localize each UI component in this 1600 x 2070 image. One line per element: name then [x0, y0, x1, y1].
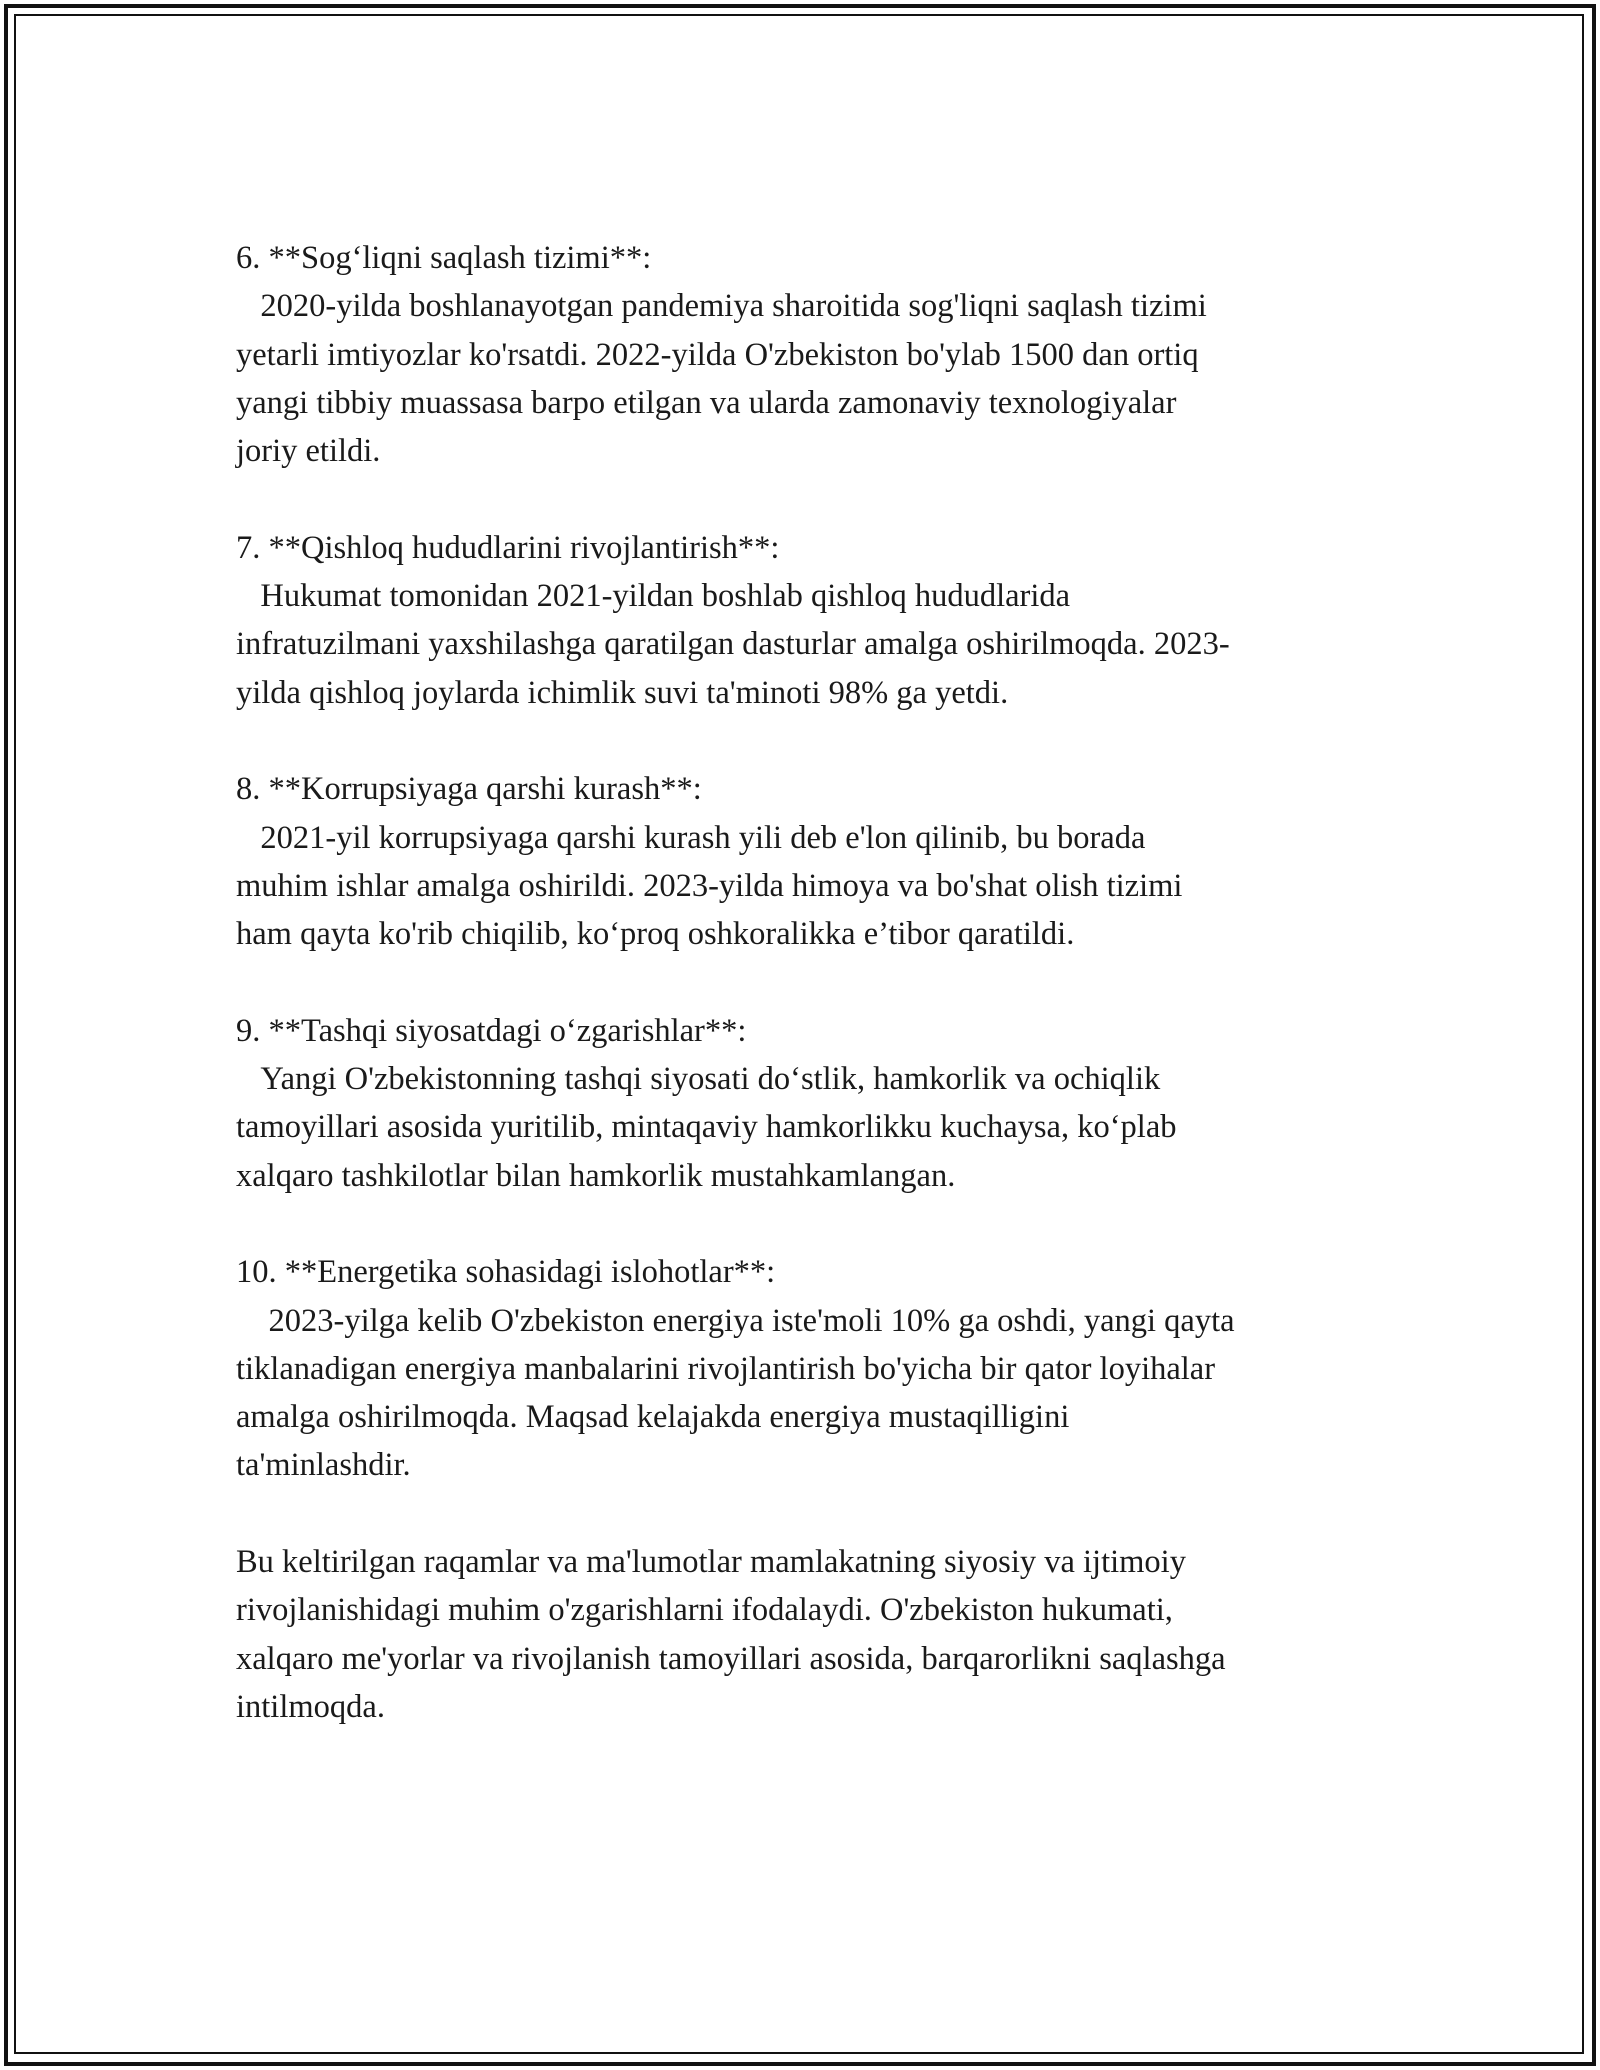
section-heading: 8. **Korrupsiyaga qarshi kurash**: — [236, 771, 702, 808]
section-text: 2021-yil korrupsiyaga qarshi kurash yili deb e'lon qilinib, bu borada muhim ishlar amalga oshirildi. 2023-yilda himoya va bo'shat olish tizimi ham qayta ko'rib chiqilib, ko‘proq oshkoralikka e’tibor qaratildi. — [236, 819, 1183, 953]
section-foreign-policy — [236, 1007, 1376, 1200]
section-energy-reforms — [236, 1248, 1376, 1489]
section-rural-development — [236, 524, 1376, 717]
conclusion-paragraph — [236, 1538, 1376, 1731]
section-text: 2020-yilda boshlanayotgan pandemiya sharoitida sog'liqni saqlash tizimi yetarli imtiyozlar ko'rsatdi. 2022-yilda O'zbekiston bo'ylab 1500 dan ortiq yangi tibbiy muassasa barpo etilgan va ularda zamonaviy texnologiyalar joriy etildi. — [236, 288, 1207, 470]
section-heading: 6. **Sog‘liqni saqlash tizimi**: — [236, 240, 652, 276]
section-text: Hukumat tomonidan 2021-yildan boshlab qishloq hududlarida infratuzilmani yaxshilashga qaratilgan dasturlar amalga oshirilmoqda. 2023- yilda qishloq joylarda ichimlik suvi ta'minoti 98% ga yetdi. — [236, 578, 1230, 711]
conclusion-text: Bu keltirilgan raqamlar va ma'lumotlar mamlakatning siyosiy va ijtimoiy rivojlanishidagi muhim o'zgarishlarni ifodalaydi. O'zbekiston hukumati, xalqaro me'yorlar va rivojlanish tamoyillari asosida, barqarorlikni saqlashga intilmoqda. — [236, 1544, 1226, 1725]
section-text: 2023-yilga kelib O'zbekiston energiya iste'moli 10% ga oshdi, yangi qayta tiklanadigan energiya manbalarini rivojlantirish bo'yicha bir qator loyihalar amalga oshirilmoqda. Maqsad kelajakda energiya mustaqilligini ta'minlashdir. — [236, 1302, 1235, 1484]
section-healthcare — [236, 234, 1376, 475]
section-heading: 10. **Energetika sohasidagi islohotlar**: — [236, 1254, 776, 1291]
section-text: Yangi O'zbekistonning tashqi siyosati do‘stlik, hamkorlik va ochiqlik tamoyillari asosida yuritilib, mintaqaviy hamkorlikku kuchaysa, ko‘plab xalqaro tashkilotlar bilan hamkorlik mustahkamlangan. — [236, 1061, 1177, 1194]
section-heading: 9. **Tashqi siyosatdagi o‘zgarishlar**: — [236, 1012, 747, 1049]
section-anti-corruption — [236, 765, 1376, 958]
document-body — [236, 234, 1376, 1780]
section-heading: 7. **Qishloq hududlarini rivojlantirish**: — [236, 529, 780, 566]
